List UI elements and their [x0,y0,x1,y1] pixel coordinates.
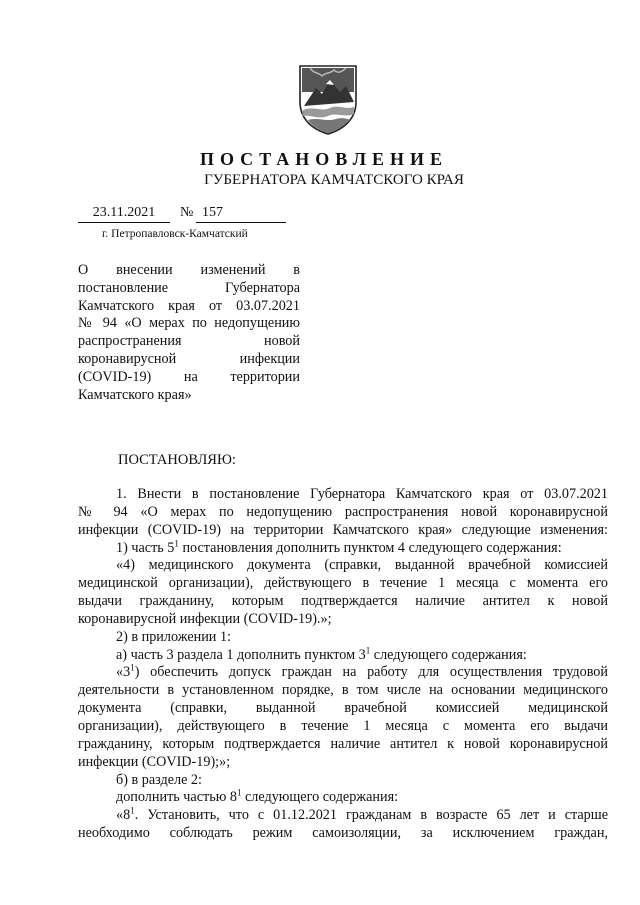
about-line: Камчатского края от 03.07.2021 [78,297,300,314]
body-line [78,789,608,807]
superscript: 1 [174,537,179,548]
about-line: О внесении изменений в [78,262,300,278]
body-line [78,537,608,558]
superscript: 1 [236,787,242,798]
body-line: инфекции (COVID-19) на территории Камчатского края» следующие изменения: [78,521,608,538]
body-line: коронавирусной инфекции (COVID-19).»; [78,610,332,627]
body-line: медицинской организации), действующего в течение 1 месяца с момента его [78,575,608,592]
body-line: документа (справки, выданной врачебной комиссией медицинской [78,700,608,717]
body-text: следующего содержания: [370,646,527,663]
body-line: № 94 «О мерах по недопущению распространения новой коронавирусной [78,503,608,520]
about-line: Камчатского края» [78,386,192,403]
document-subtitle: ГУБЕРНАТОРА КАМЧАТСКОГО КРАЯ [204,172,464,188]
body-line: организации), действующего в течение 1 месяца с момента его выдачи [78,717,608,734]
document-about-block [78,262,300,404]
body-text: постановления дополнить пунктом 4 следующего содержания: [178,539,562,556]
body-line: инфекции (COVID-19);»; [78,753,231,770]
about-line: коронавирусной инфекции [78,350,300,367]
document-number: 157 [196,205,286,223]
body-text: дополнить частью 8 [116,789,237,806]
body-line: 2) в приложении 1: [116,628,231,645]
body-text: ) обеспечить допуск граждан на работу для осуществления трудовой [134,664,608,681]
body-text: 1) часть 5 [116,539,175,556]
superscript: 1 [365,644,371,655]
kamchatka-coat-of-arms-icon [296,62,360,136]
body-line [78,664,608,682]
body-line: необходимо соблюдать режим самоизоляции, за исключением граждан, [78,825,608,842]
body-line: «4) медицинского документа (справки, выданной врачебной комиссией [116,557,608,574]
document-title: ПОСТАНОВЛЕНИЕ [199,149,449,169]
superscript: 1 [130,662,135,673]
body-text: . Установить, что с 01.12.2021 гражданам в возрасте 65 лет и старше [134,807,608,824]
body-text: а) часть 3 раздела 1 дополнить пунктом 3 [116,646,366,663]
body-line: деятельности в установленном порядке, в том числе на основании медицинского [78,682,608,699]
body-text: «3 [116,664,131,681]
number-sign: № [180,205,194,220]
decree-heading: ПОСТАНОВЛЯЮ: [118,452,236,468]
body-line: б) в разделе 2: [116,771,202,788]
about-line: распространения новой [78,333,300,350]
superscript: 1 [130,805,135,816]
body-line [78,807,608,825]
body-text: следующего содержания: [241,789,399,806]
document-body [78,486,608,843]
document-city: г. Петропавловск-Камчатский [102,228,248,240]
body-line: 1. Внести в постановление Губернатора Камчатского края от 03.07.2021 [116,486,608,502]
body-line [78,644,608,665]
about-line: № 94 «О мерах по недопущению [78,315,300,332]
body-text: «8 [116,807,131,824]
body-line: гражданину, которым подтверждается наличие антител к новой коронавирусной [78,735,608,752]
about-line: (COVID-19) на территории [78,368,300,385]
about-line: постановление Губернатора [78,279,300,296]
body-line: выдачи гражданину, которым подтверждается наличие антител к новой [78,593,608,610]
document-date: 23.11.2021 [78,205,170,223]
